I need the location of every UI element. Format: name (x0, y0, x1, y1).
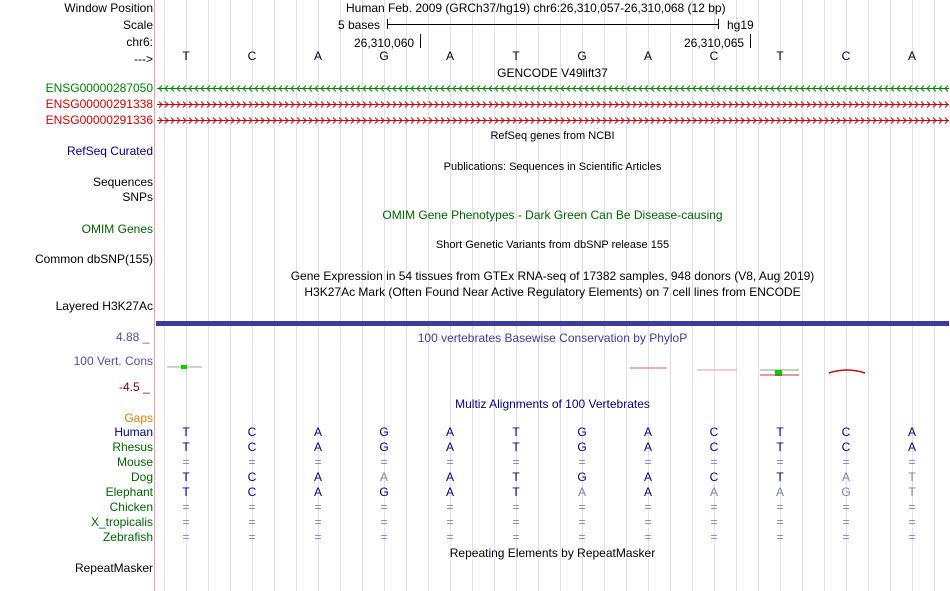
species-base: C (841, 425, 851, 439)
scale-label: Scale (122, 18, 153, 32)
species-base: = (908, 515, 916, 529)
refseq-label[interactable]: RefSeq Curated (66, 144, 153, 158)
position-left-tick (420, 34, 421, 48)
species-base: G (577, 425, 587, 439)
sequences-label[interactable]: Sequences (92, 175, 153, 189)
species-base: T (182, 440, 190, 454)
species-base: T (182, 425, 190, 439)
species-base: T (776, 470, 784, 484)
species-base: T (512, 470, 520, 484)
species-base: = (512, 455, 520, 469)
species-base: = (512, 515, 520, 529)
species-base: A (313, 485, 322, 499)
species-base: = (578, 500, 586, 514)
reference-base: C (709, 49, 719, 63)
species-base: = (182, 530, 190, 544)
reference-base: A (313, 49, 322, 63)
species-base: = (842, 530, 850, 544)
scale-db: hg19 (727, 18, 754, 32)
scale-bases: 5 bases (338, 18, 381, 32)
species-base: G (841, 485, 851, 499)
species-base: C (709, 440, 719, 454)
phylop-title: 100 vertebrates Basewise Conservation by PhyloP (417, 331, 688, 345)
species-base: A (445, 470, 454, 484)
species-base: A (379, 470, 388, 484)
species-base: A (445, 440, 454, 454)
species-base: A (445, 485, 454, 499)
species-base: A (313, 425, 322, 439)
species-base: T (182, 470, 190, 484)
species-base: = (578, 515, 586, 529)
omim-title: OMIM Gene Phenotypes - Dark Green Can Be Disease-causing (382, 208, 723, 222)
reference-base: A (445, 49, 454, 63)
reference-base: A (643, 49, 652, 63)
species-base: C (247, 440, 257, 454)
species-base: G (379, 485, 389, 499)
species-base: A (313, 470, 322, 484)
species-base: G (577, 470, 587, 484)
species-base: T (182, 485, 190, 499)
species-base: C (709, 425, 719, 439)
species-label[interactable]: X_tropicalis (90, 515, 153, 529)
species-base: = (776, 515, 784, 529)
phylop-min: -4.5 _ (119, 380, 150, 394)
snps-label[interactable]: SNPs (122, 190, 153, 204)
reference-base: T (512, 49, 520, 63)
species-base: A (841, 470, 850, 484)
species-base: G (379, 425, 389, 439)
species-base: = (314, 455, 322, 469)
strand-label: ---> (134, 52, 153, 66)
species-label[interactable]: Zebrafish (102, 530, 153, 544)
species-base: C (709, 470, 719, 484)
species-base: T (776, 425, 784, 439)
species-base: A (643, 485, 652, 499)
species-label[interactable]: Dog (130, 470, 153, 484)
position-right-tick (750, 34, 751, 48)
species-base: = (644, 500, 652, 514)
species-base: = (710, 500, 718, 514)
species-base: = (314, 500, 322, 514)
species-base: = (644, 455, 652, 469)
reference-base: C (247, 49, 257, 63)
species-base: = (776, 530, 784, 544)
species-base: A (643, 470, 652, 484)
species-base: A (445, 425, 454, 439)
reference-base: A (907, 49, 916, 63)
h3k27ac-label[interactable]: Layered H3K27Ac (55, 299, 153, 313)
species-base: = (182, 500, 190, 514)
h3k27ac-title: H3K27Ac Mark (Often Found Near Active Regulatory Elements) on 7 cell lines from ENCODE (304, 285, 801, 299)
species-base: = (248, 500, 256, 514)
species-base: = (842, 455, 850, 469)
gene-track-1[interactable] (157, 84, 949, 93)
species-base: = (248, 530, 256, 544)
species-label[interactable]: Elephant (105, 485, 153, 499)
species-base: = (380, 500, 388, 514)
species-base: = (842, 500, 850, 514)
species-base: = (512, 530, 520, 544)
species-base: T (776, 440, 784, 454)
species-base: A (907, 440, 916, 454)
species-base: = (710, 515, 718, 529)
reference-base: G (379, 49, 389, 63)
species-base: C (247, 470, 257, 484)
species-base: T (512, 440, 520, 454)
species-base: = (446, 530, 454, 544)
species-base: = (578, 530, 586, 544)
dbsnp-label[interactable]: Common dbSNP(155) (34, 252, 153, 266)
omim-label[interactable]: OMIM Genes (81, 222, 153, 236)
species-base: = (512, 500, 520, 514)
species-label[interactable]: Rhesus (112, 440, 153, 454)
refseq-title: RefSeq genes from NCBI (490, 130, 615, 142)
species-base: = (776, 455, 784, 469)
gaps-label: Gaps (124, 411, 153, 425)
species-base: G (577, 440, 587, 454)
species-label[interactable]: Human (114, 425, 153, 439)
species-base: = (842, 515, 850, 529)
species-base: C (841, 440, 851, 454)
species-base: = (182, 515, 190, 529)
phylop-label[interactable]: 100 Vert. Cons (73, 354, 153, 368)
repeatmasker-label[interactable]: RepeatMasker (74, 561, 153, 575)
species-base: = (446, 515, 454, 529)
species-base: T (908, 485, 916, 499)
species-base: = (248, 515, 256, 529)
species-base: = (710, 530, 718, 544)
reference-base: T (182, 49, 190, 63)
species-base: T (908, 470, 916, 484)
phylop-max: 4.88 _ (116, 330, 150, 344)
species-base: = (578, 455, 586, 469)
species-base: = (314, 515, 322, 529)
species-base: C (247, 485, 257, 499)
species-base: T (512, 425, 520, 439)
species-base: A (907, 425, 916, 439)
species-base: = (644, 515, 652, 529)
species-base: = (380, 530, 388, 544)
species-base: A (643, 425, 652, 439)
species-base: A (313, 440, 322, 454)
species-base: G (379, 440, 389, 454)
species-label[interactable]: Chicken (109, 500, 153, 514)
multiz-title: Multiz Alignments of 100 Vertebrates (455, 397, 650, 411)
position-right: 26,310,065 (684, 36, 745, 50)
gencode-title: GENCODE V49lift37 (497, 66, 608, 80)
species-base: A (643, 440, 652, 454)
reference-base: G (577, 49, 587, 63)
reference-base: C (841, 49, 851, 63)
dbsnp-title: Short Genetic Variants from dbSNP release 155 (435, 239, 670, 251)
scale-bar (387, 17, 719, 31)
chrom-label: chr6: (126, 35, 153, 49)
species-base: = (776, 500, 784, 514)
species-base: = (182, 455, 190, 469)
phylop-plot (155, 360, 950, 380)
window-position-label: Window Position (64, 1, 153, 15)
species-base: = (644, 530, 652, 544)
gtex-title: Gene Expression in 54 tissues from GTEx RNA-seq of 17382 samples, 948 donors (V8, Aug 2019) (290, 269, 815, 283)
gene-track-2[interactable] (157, 100, 949, 109)
species-base: = (908, 500, 916, 514)
gene-label-2[interactable]: ENSG00000291338 (45, 97, 153, 111)
species-base: A (775, 485, 784, 499)
species-base: = (380, 515, 388, 529)
h3k27ac-signal-bar (156, 321, 949, 326)
gene-label-1[interactable]: ENSG00000287050 (45, 81, 153, 95)
species-base: = (248, 455, 256, 469)
species-base: A (577, 485, 586, 499)
repeatmasker-title: Repeating Elements by RepeatMasker (449, 546, 656, 560)
species-label[interactable]: Mouse (116, 455, 153, 469)
window-position-value: Human Feb. 2009 (GRCh37/hg19) chr6:26,310,057-26,310,068 (12 bp) (346, 1, 726, 15)
gene-track-3[interactable] (157, 116, 949, 125)
species-base: A (709, 485, 718, 499)
species-base: = (710, 455, 718, 469)
species-base: T (512, 485, 520, 499)
species-base: = (908, 455, 916, 469)
species-base: = (380, 455, 388, 469)
reference-base: T (776, 49, 784, 63)
species-base: = (446, 455, 454, 469)
species-base: = (314, 530, 322, 544)
species-base: C (247, 425, 257, 439)
position-left: 26,310,060 (354, 36, 415, 50)
species-base: = (908, 530, 916, 544)
gene-label-3[interactable]: ENSG00000291336 (45, 113, 153, 127)
publications-title: Publications: Sequences in Scientific Articles (443, 161, 662, 173)
species-base: = (446, 500, 454, 514)
